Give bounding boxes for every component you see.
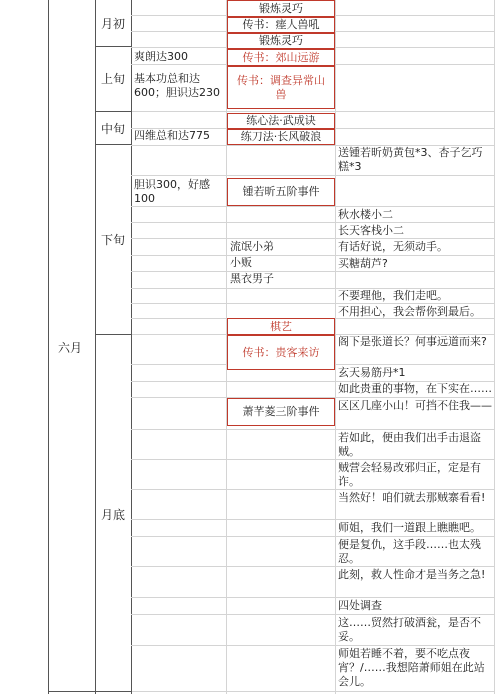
row-divider — [131, 566, 495, 567]
grid-line — [494, 0, 495, 694]
dialogue-option: 送锺若昕奶黄包*3、杏子乞巧糕*3 — [338, 146, 483, 173]
row-divider — [131, 614, 495, 615]
row-divider — [131, 519, 495, 520]
period-divider — [95, 46, 132, 47]
dialogue-option: 这……贸然打破酒瓮，是否不妥。 — [338, 616, 481, 643]
condition-text: 四维总和达775 — [134, 129, 210, 142]
period-late: 下旬 — [101, 233, 126, 247]
period-early: 月初 — [101, 17, 126, 31]
table-border — [48, 691, 132, 692]
event-box: 萧芊菱三阶事件 — [227, 398, 335, 426]
npc-list — [230, 240, 274, 286]
dialogue-option: 四处调查 — [338, 599, 382, 612]
list-item: 流氓小弟 — [230, 240, 274, 253]
dialogue-option: 买糖葫芦? — [338, 257, 388, 270]
row-divider — [131, 691, 495, 692]
dialogue-option: 玄天易筋丹*1 — [338, 366, 406, 379]
event-box: 锺若昕五阶事件 — [227, 178, 335, 206]
row-divider — [131, 303, 495, 304]
dialogue-option: 贼营会轻易改邪归正，定是有诈。 — [338, 461, 481, 488]
condition-text: 胆识300，好感100 — [134, 178, 210, 205]
row-divider — [131, 536, 495, 537]
event-box: 练刀法·长风破浪 — [227, 129, 335, 145]
row-divider — [131, 271, 495, 272]
row-divider — [131, 238, 495, 239]
dialogue-option: 便是复仇，这手段……也太残忍。 — [338, 538, 481, 565]
period-middle: 中旬 — [101, 122, 126, 136]
dialogue-option: 若如此，便由我们出手击退盗贼。 — [338, 431, 481, 458]
period-divider — [95, 334, 132, 335]
dialogue-option: 如此贵重的事物，在下实在…… — [338, 382, 492, 395]
event-box: 练心法·武成诀 — [227, 113, 335, 129]
dialogue-option: 此刻，救人性命才是当务之急! — [338, 568, 486, 581]
event-box: 锻炼灵巧 — [227, 33, 335, 49]
dialogue-option: 阁下是张道长？何事远道而来? — [338, 335, 487, 348]
grid-line — [335, 0, 336, 694]
dialogue-option: 秋水楼小二 — [338, 208, 393, 221]
row-divider — [131, 489, 495, 490]
period-divider — [95, 111, 132, 112]
table-border — [95, 0, 96, 694]
row-divider — [131, 597, 495, 598]
condition-text: 爽朗达300 — [134, 50, 188, 63]
period-end: 月底 — [101, 508, 126, 522]
row-divider — [131, 175, 495, 176]
row-divider — [131, 645, 495, 646]
dialogue-option: 长天客栈小二 — [338, 224, 404, 237]
dialogue-option: 当然好！咱们就去那贼寨看看! — [338, 491, 486, 504]
row-divider — [131, 111, 495, 112]
dialogue-option: 不要理他，我们走吧。 — [338, 289, 448, 302]
event-box: 传书：贵客来访 — [227, 335, 335, 370]
table-border — [48, 0, 49, 694]
period-divider — [95, 144, 132, 145]
table-border — [131, 0, 132, 694]
event-box: 传书：郊山远游 — [227, 49, 335, 66]
event-box: 传书：瘗人兽吼 — [227, 17, 335, 33]
dialogue-option: 师姐，我们一道跟上瞧瞧吧。 — [338, 521, 481, 534]
month-label: 六月 — [58, 341, 83, 355]
row-divider — [131, 459, 495, 460]
period-first: 上旬 — [101, 72, 126, 86]
dialogue-option: 不用担心，我会帮你到最后。 — [338, 305, 481, 318]
condition-text: 基本功总和达600；胆识达230 — [134, 72, 220, 99]
list-item: 小贩 — [230, 256, 252, 269]
row-divider — [131, 222, 495, 223]
dialogue-option: 有话好说，无须动手。 — [338, 240, 448, 253]
event-box: 锻炼灵巧 — [227, 0, 335, 17]
event-box: 传书：调查异常山兽 — [227, 66, 335, 109]
list-item: 黑衣男子 — [230, 272, 274, 285]
dialogue-option: 师姐若睡不着，要不吃点夜宵？/……我想陪萧师姐在此站会儿。 — [338, 647, 485, 688]
dialogue-option: 区区几座小山！可挡不住我—— — [338, 399, 492, 412]
row-divider — [131, 206, 495, 207]
row-divider — [131, 429, 495, 430]
row-divider — [131, 255, 495, 256]
event-box: 棋艺 — [227, 318, 335, 335]
